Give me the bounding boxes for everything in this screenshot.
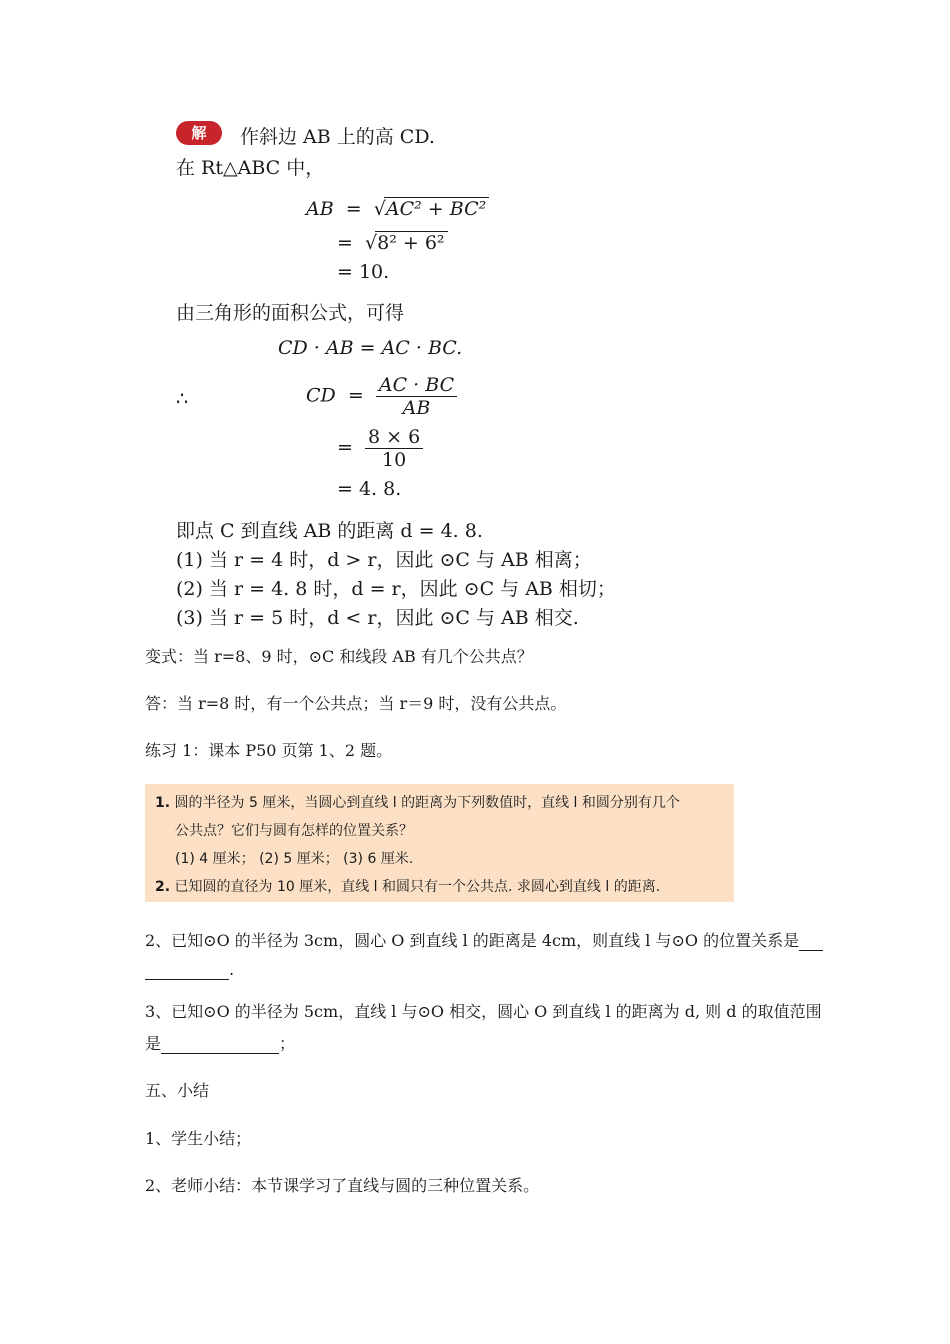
area-formula-text: 由三角形的面积公式，可得 bbox=[176, 302, 405, 324]
variant-question: 变式：当 r=8、9 时，⊙C 和线段 AB 有几个公共点？ bbox=[145, 647, 533, 666]
equals-sign: = bbox=[341, 384, 370, 407]
exercise-q1-line1 bbox=[155, 792, 680, 812]
ab-radicand-1: AC² + BC² bbox=[384, 197, 489, 220]
solution-badge: 解 bbox=[176, 121, 222, 145]
ab-result: = 10. bbox=[337, 261, 390, 283]
cd-numerator-1: AC · BC bbox=[376, 374, 457, 397]
equals-sign: = bbox=[339, 198, 368, 220]
question-2-continuation bbox=[145, 960, 234, 980]
cd-numerator-2: 8 × 6 bbox=[365, 426, 423, 449]
variant-answer: 答：当 r=8 时，有一个公共点；当 r＝9 时，没有公共点。 bbox=[145, 694, 567, 713]
question-2-text: 2、已知⊙O 的半径为 3cm，圆心 O 到直线 l 的距离是 4cm，则直线 l 与⊙O 的位置关系是 bbox=[145, 931, 800, 950]
ab-equation-line1 bbox=[306, 197, 489, 220]
textbook-exercise-box bbox=[145, 784, 734, 902]
solution-line-triangle: 在 Rt△ABC 中， bbox=[176, 157, 325, 179]
area-equation: CD · AB = AC · BC. bbox=[278, 337, 463, 359]
equals-sign: = bbox=[337, 232, 359, 254]
case-3: (3) 当 r = 5 时，d < r，因此 ⊙C 与 AB 相交. bbox=[176, 607, 579, 629]
ab-lhs: AB bbox=[306, 198, 334, 220]
question-3-end: ； bbox=[279, 1034, 296, 1053]
cd-equation-line2 bbox=[337, 426, 423, 471]
case-1: (1) 当 r = 4 时，d > r，因此 ⊙C 与 AB 相离； bbox=[176, 549, 592, 571]
question-3-line2 bbox=[145, 1031, 295, 1054]
cd-equation-line1 bbox=[306, 374, 457, 419]
sqrt-icon: √ bbox=[373, 198, 386, 220]
ab-equation-line2 bbox=[337, 231, 448, 254]
cd-fraction-2 bbox=[365, 426, 423, 471]
therefore-symbol: ∴ bbox=[176, 388, 189, 410]
exercise-q2-text: 已知圆的直径为 10 厘米，直线 l 和圆只有一个公共点. 求圆心到直线 l 的距离. bbox=[174, 879, 661, 895]
summary-teacher: 2、老师小结：本节课学习了直线与圆的三种位置关系。 bbox=[145, 1176, 540, 1195]
question-3-prefix: 是 bbox=[145, 1034, 162, 1053]
exercise-q2-number: 2. bbox=[155, 879, 171, 895]
case-2: (2) 当 r = 4. 8 时，d = r，因此 ⊙C 与 AB 相切； bbox=[176, 578, 616, 600]
cd-lhs: CD bbox=[306, 384, 336, 407]
cd-denominator-2: 10 bbox=[382, 449, 407, 471]
cd-result: = 4. 8. bbox=[337, 478, 402, 500]
question-2-end: . bbox=[229, 960, 235, 979]
exercise-q2-line bbox=[155, 876, 660, 896]
exercise-q1-number: 1. bbox=[155, 795, 171, 811]
exercise-q1-text: 圆的半径为 5 厘米，当圆心到直线 l 的距离为下列数值时，直线 l 和圆分别有几个 bbox=[174, 795, 680, 811]
equals-sign: = bbox=[337, 436, 359, 459]
sqrt-icon: √ bbox=[365, 232, 378, 254]
answer-blank-2a[interactable] bbox=[799, 931, 823, 951]
answer-blank-3[interactable] bbox=[161, 1034, 279, 1054]
cd-denominator-1: AB bbox=[402, 397, 431, 419]
distance-statement: 即点 C 到直线 AB 的距离 d = 4. 8. bbox=[176, 520, 483, 542]
exercise-q1-options: (1) 4 厘米； (2) 5 厘米； (3) 6 厘米. bbox=[175, 851, 414, 867]
exercise-q1-line2: 公共点？它们与圆有怎样的位置关系？ bbox=[175, 823, 413, 839]
answer-blank-2b[interactable] bbox=[145, 960, 229, 980]
ab-radicand-2: 8² + 6² bbox=[375, 231, 447, 254]
summary-student: 1、学生小结； bbox=[145, 1129, 252, 1148]
question-3-text: 3、已知⊙O 的半径为 5cm，直线 l 与⊙O 相交，圆心 O 到直线 l 的距离为 d, 则 d 的取值范围 bbox=[145, 1002, 822, 1021]
question-2 bbox=[145, 928, 823, 951]
practice-heading: 练习 1：课本 P50 页第 1、2 题。 bbox=[145, 741, 393, 760]
cd-fraction-1 bbox=[376, 374, 457, 419]
solution-line-altitude: 作斜边 AB 上的高 CD. bbox=[240, 126, 435, 148]
section-5-heading: 五、小结 bbox=[145, 1081, 210, 1100]
